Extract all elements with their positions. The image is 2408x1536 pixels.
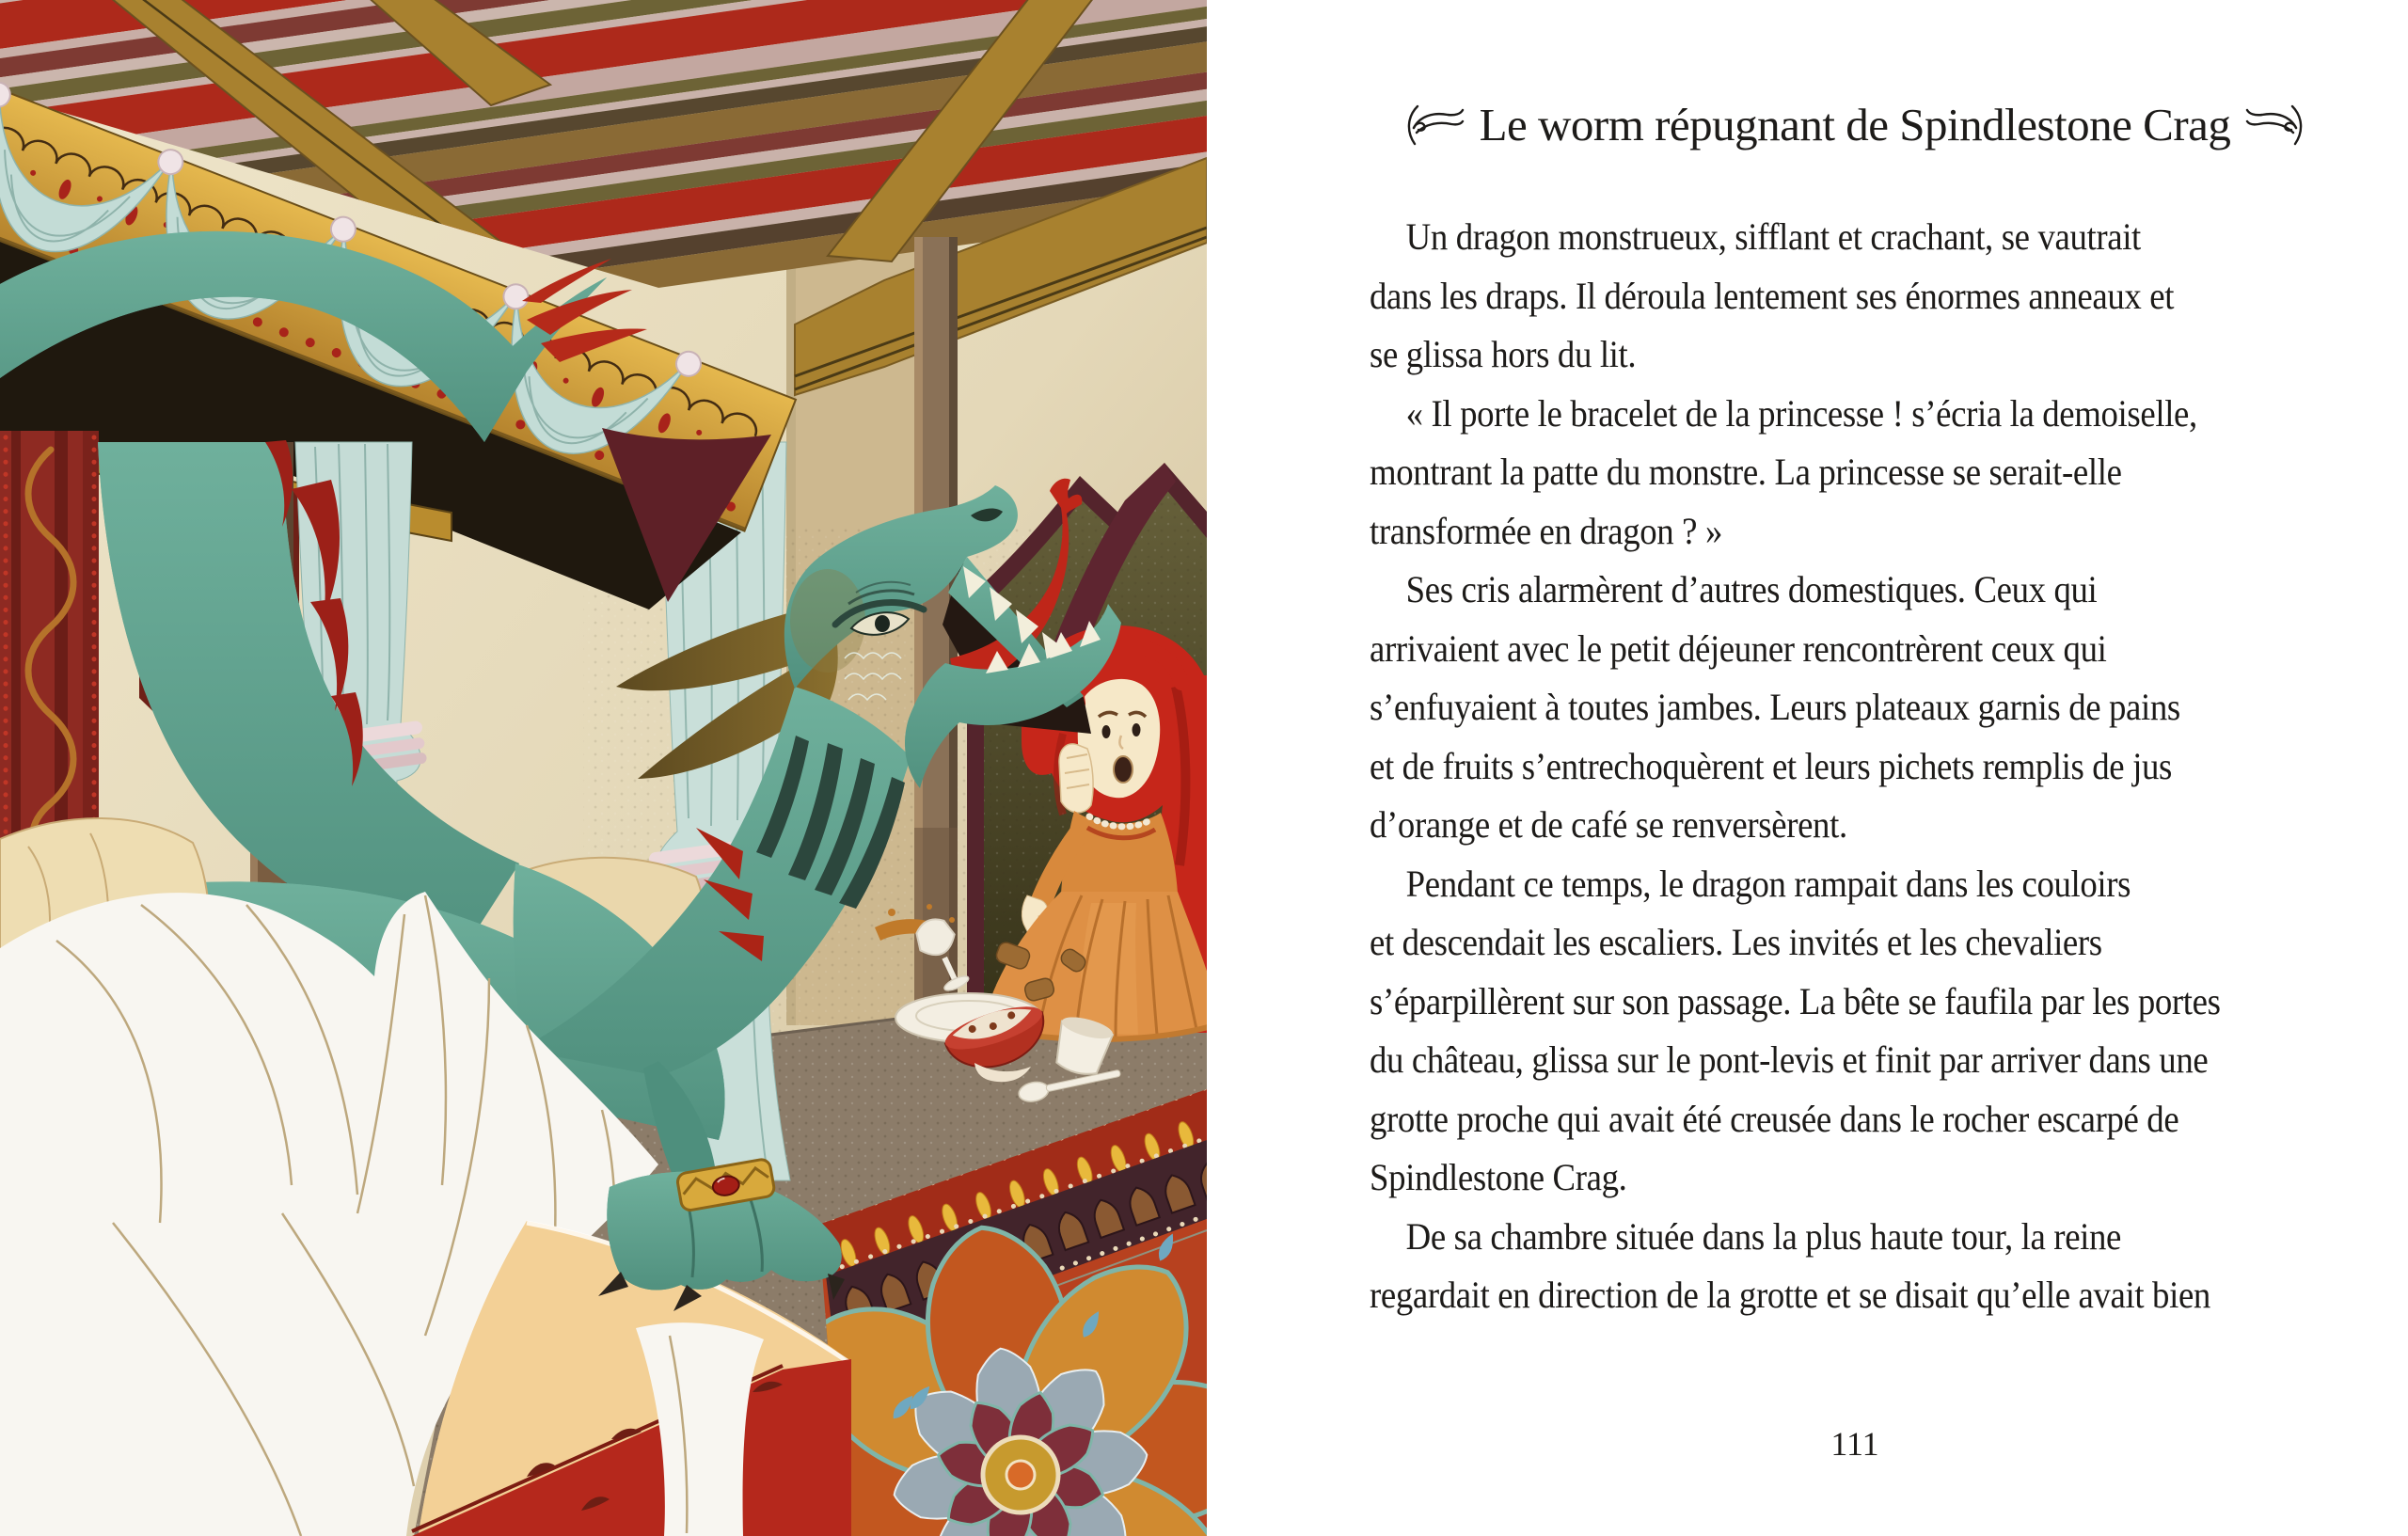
- body-line: et descendait les escaliers. Les invités et les chevaliers: [1370, 921, 2102, 963]
- body-line: Un dragon monstrueux, sifflant et crachant, se vautrait: [1405, 215, 2141, 258]
- text-page: [1366, 0, 2344, 1536]
- body-line: grotte proche qui avait été creusée dans le rocher escarpé de: [1370, 1097, 2179, 1140]
- maid-hand-on-cheek: [1059, 744, 1093, 813]
- chapter-title: [1366, 98, 2344, 151]
- body-line: Pendant ce temps, le dragon rampait dans les couloirs: [1405, 862, 2131, 905]
- body-line: et de fruits s’entrechoquèrent et leurs pichets remplis de jus: [1370, 744, 2172, 787]
- body-line: regardait en direction de la grotte et se disait qu’elle avait bien: [1370, 1274, 2210, 1316]
- body-line: Spindlestone Crag.: [1370, 1156, 1627, 1198]
- body-line: « Il porte le bracelet de la princesse ! s’écria la demoiselle,: [1405, 391, 2197, 435]
- flourish-left-icon: [1404, 103, 1465, 147]
- chapter-title-text: Le worm répugnant de Spindlestone Crag: [1479, 99, 2231, 150]
- body-line: transformée en dragon ? »: [1370, 509, 1723, 552]
- body-line: montrant la patte du monstre. La princesse se serait-elle: [1370, 451, 2122, 493]
- body-line: se glissa hors du lit.: [1370, 333, 1637, 375]
- body-line: dans les draps. Il déroula lentement ses énormes anneaux et: [1370, 274, 2175, 317]
- body-line: De sa chambre située dans la plus haute tour, la reine: [1405, 1214, 2122, 1258]
- body-line: s’éparpillèrent sur son passage. La bête se faufila par les portes: [1370, 979, 2221, 1022]
- body-line: arrivaient avec le petit déjeuner rencontrèrent ceux qui: [1370, 626, 2107, 670]
- body-line: Ses cris alarmèrent d’autres domestiques. Ceux qui: [1405, 568, 2098, 610]
- body-line: du château, glissa sur le pont-levis et finit par arriver dans une: [1370, 1038, 2209, 1081]
- story-text: [1370, 208, 2338, 1325]
- body-line: d’orange et de café se renversèrent.: [1370, 803, 1847, 846]
- flourish-right-icon: [2245, 103, 2305, 147]
- page-number: 111: [1830, 1425, 1879, 1463]
- body-line: s’enfuyaient à toutes jambes. Leurs plateaux garnis de pains: [1370, 686, 2180, 728]
